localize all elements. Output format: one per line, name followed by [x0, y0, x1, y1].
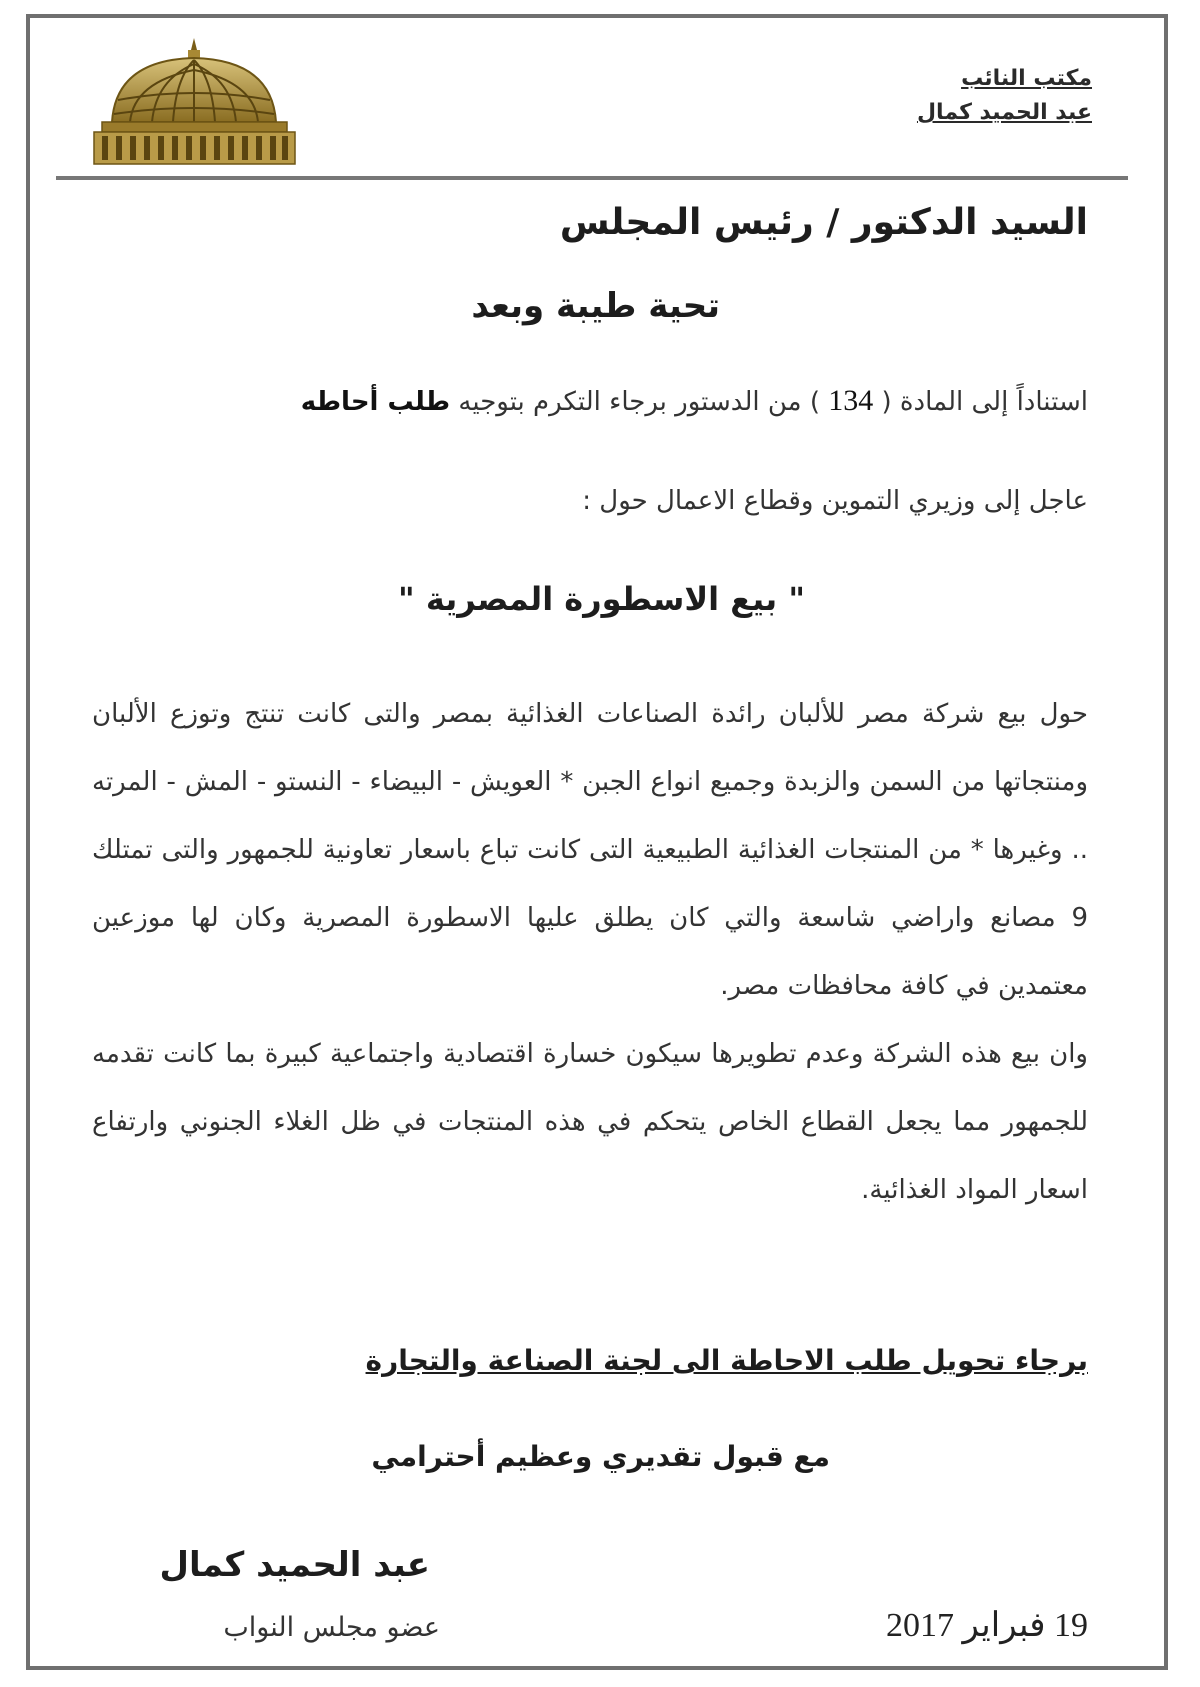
office-name: عبد الحميد كمال: [916, 100, 1092, 125]
intro-part1: استناداً إلى المادة (: [881, 387, 1088, 417]
body-paragraph-2: وان بيع هذه الشركة وعدم تطويرها سيكون خسارة اقتصادية واجتماعية كبيرة بما كانت تقدمه للجمهور مما يجعل القطاع الخاص يتحكم في هذه المنتجات في ظل الغلاء الجنوني وارتفاع اسعار المواد الغذائية.: [92, 1039, 1088, 1205]
salutation: تحية طيبة وبعد: [471, 286, 720, 326]
addressee: السيد الدكتور / رئيس المجلس: [559, 202, 1088, 243]
closing-line: مع قبول تقديري وعظيم أحترامي: [371, 1440, 830, 1473]
intro-line: [301, 384, 1088, 418]
signer-name: عبد الحميد كمال: [159, 1545, 430, 1585]
office-header: [917, 62, 1092, 130]
body-text: [92, 680, 1088, 1224]
intro-part2: ) من الدستور برجاء التكرم بتوجيه: [458, 387, 820, 417]
letter-date: 19 فبراير 2017: [886, 1607, 1088, 1644]
header-divider: [56, 176, 1128, 180]
signer-role: عضو مجلس النواب: [223, 1612, 440, 1643]
referral-request: برجاء تحويل طلب الاحاطة الى لجنة الصناعة والتجارة: [365, 1344, 1088, 1377]
body-paragraph-1: حول بيع شركة مصر للألبان رائدة الصناعات الغذائية بمصر والتى كانت تنتج وتوزع الألبان ومنتجاتها من السمن والزبدة وجميع انواع الجبن * العويش - البيضاء - النستو - المش - المرته .. وغيرها * من المنتجات الغذائية الطبيعية التى كانت تباع باسعار تعاونية للجمهور والتى تمتلك 9 مصانع واراضي شاسعة والتي كان يطلق عليها الاسطورة المصرية وكان لها موزعين معتمدين في كافة محافظات مصر.: [92, 699, 1088, 1001]
office-title: مكتب النائب: [961, 66, 1092, 91]
request-type: طلب أحاطه: [300, 387, 451, 417]
intro-line-2: عاجل إلى وزيري التموين وقطاع الاعمال حول :: [582, 486, 1088, 516]
subject-title: " بيع الاسطورة المصرية ": [398, 580, 805, 618]
parliament-dome-logo: [72, 30, 317, 170]
article-number: 134: [828, 384, 874, 417]
